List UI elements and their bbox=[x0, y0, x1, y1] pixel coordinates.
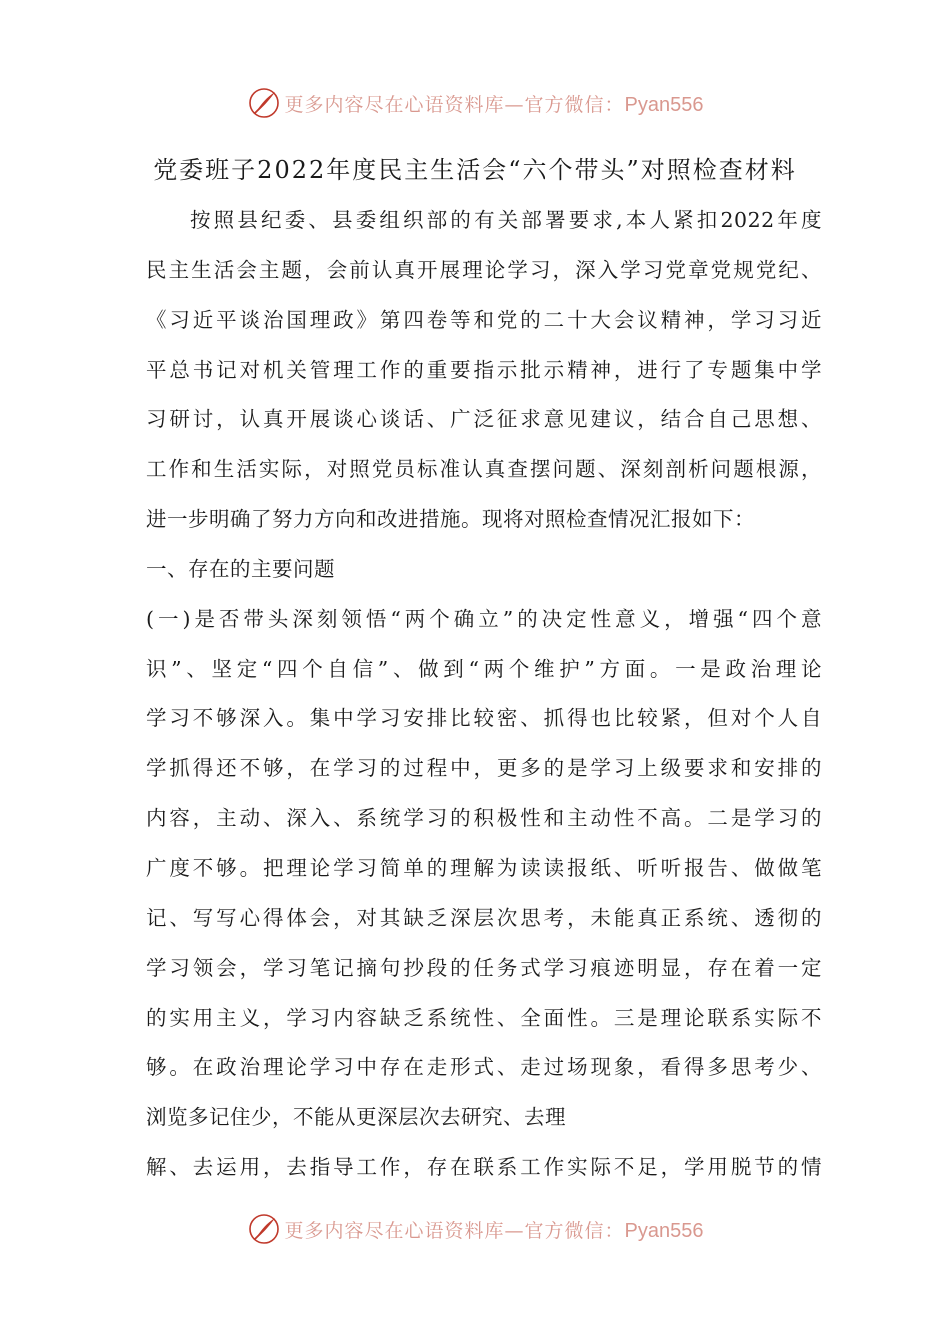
body-line: 《习近平谈治国理政》第四卷等和党的二十大会议精神，学习习近 bbox=[146, 307, 822, 332]
document-title: 党委班子2022年度民主生活会“六个带头”对照检查材料 bbox=[153, 156, 797, 184]
watermark-text: 更多内容尽在心语资料库—官方微信：Pyan556 bbox=[284, 1219, 704, 1242]
document-body bbox=[146, 196, 822, 1193]
body-line: 记、写写心得体会，对其缺乏深层次思考，未能真正系统、透彻的 bbox=[146, 905, 822, 930]
body-line: 进一步明确了努力方向和改进措施。现将对照检查情况汇报如下： bbox=[146, 507, 755, 532]
body-line: 习研讨，认真开展谈心谈话、广泛征求意见建议，结合自己思想、 bbox=[146, 407, 822, 432]
watermark-footer bbox=[0, 1209, 950, 1249]
watermark-text: 更多内容尽在心语资料库—官方微信：Pyan556 bbox=[284, 93, 704, 116]
body-line: 广度不够。把理论学习简单的理解为读读报纸、听听报告、做做笔 bbox=[146, 855, 822, 880]
body-line: 内容，主动、深入、系统学习的积极性和主动性不高。二是学习的 bbox=[146, 806, 822, 831]
body-line: 学习领会，学习笔记摘句抄段的任务式学习痕迹明显，存在着一定 bbox=[146, 955, 822, 980]
body-line: 解、去运用，去指导工作，存在联系工作实际不足，学用脱节的情 bbox=[146, 1155, 822, 1180]
body-line: 按照县纪委、县委组织部的有关部署要求,本人紧扣2022年度 bbox=[190, 208, 822, 232]
body-line: 民主生活会主题，会前认真开展理论学习，深入学习党章党规党纪、 bbox=[146, 257, 822, 282]
body-line: 的实用主义，学习内容缺乏系统性、全面性。三是理论联系实际不 bbox=[146, 1005, 822, 1030]
section-heading: 一、存在的主要问题 bbox=[146, 556, 335, 581]
body-line: 浏览多记住少，不能从更深层次去研究、去理 bbox=[146, 1105, 566, 1130]
body-line: 学习不够深入。集中学习安排比较密、抓得也比较紧，但对个人自 bbox=[146, 706, 822, 731]
body-line: 平总书记对机关管理工作的重要指示批示精神，进行了专题集中学 bbox=[146, 357, 822, 382]
body-line: (一)是否带头深刻领悟“两个确立”的决定性意义，增强“四个意 bbox=[146, 606, 822, 631]
body-line: 工作和生活实际，对照党员标准认真查摆问题、深刻剖析问题根源， bbox=[146, 457, 822, 482]
body-line: 够。在政治理论学习中存在走形式、走过场现象，看得多思考少、 bbox=[146, 1055, 822, 1080]
body-line: 学抓得还不够，在学习的过程中，更多的是学习上级要求和安排的 bbox=[146, 756, 822, 781]
watermark-header bbox=[0, 83, 950, 123]
body-line: 识”、坚定“四个自信”、做到“两个维护”方面。一是政治理论 bbox=[146, 656, 822, 681]
feather-pen-logo-icon bbox=[247, 1212, 281, 1246]
feather-pen-logo-icon bbox=[247, 86, 281, 120]
